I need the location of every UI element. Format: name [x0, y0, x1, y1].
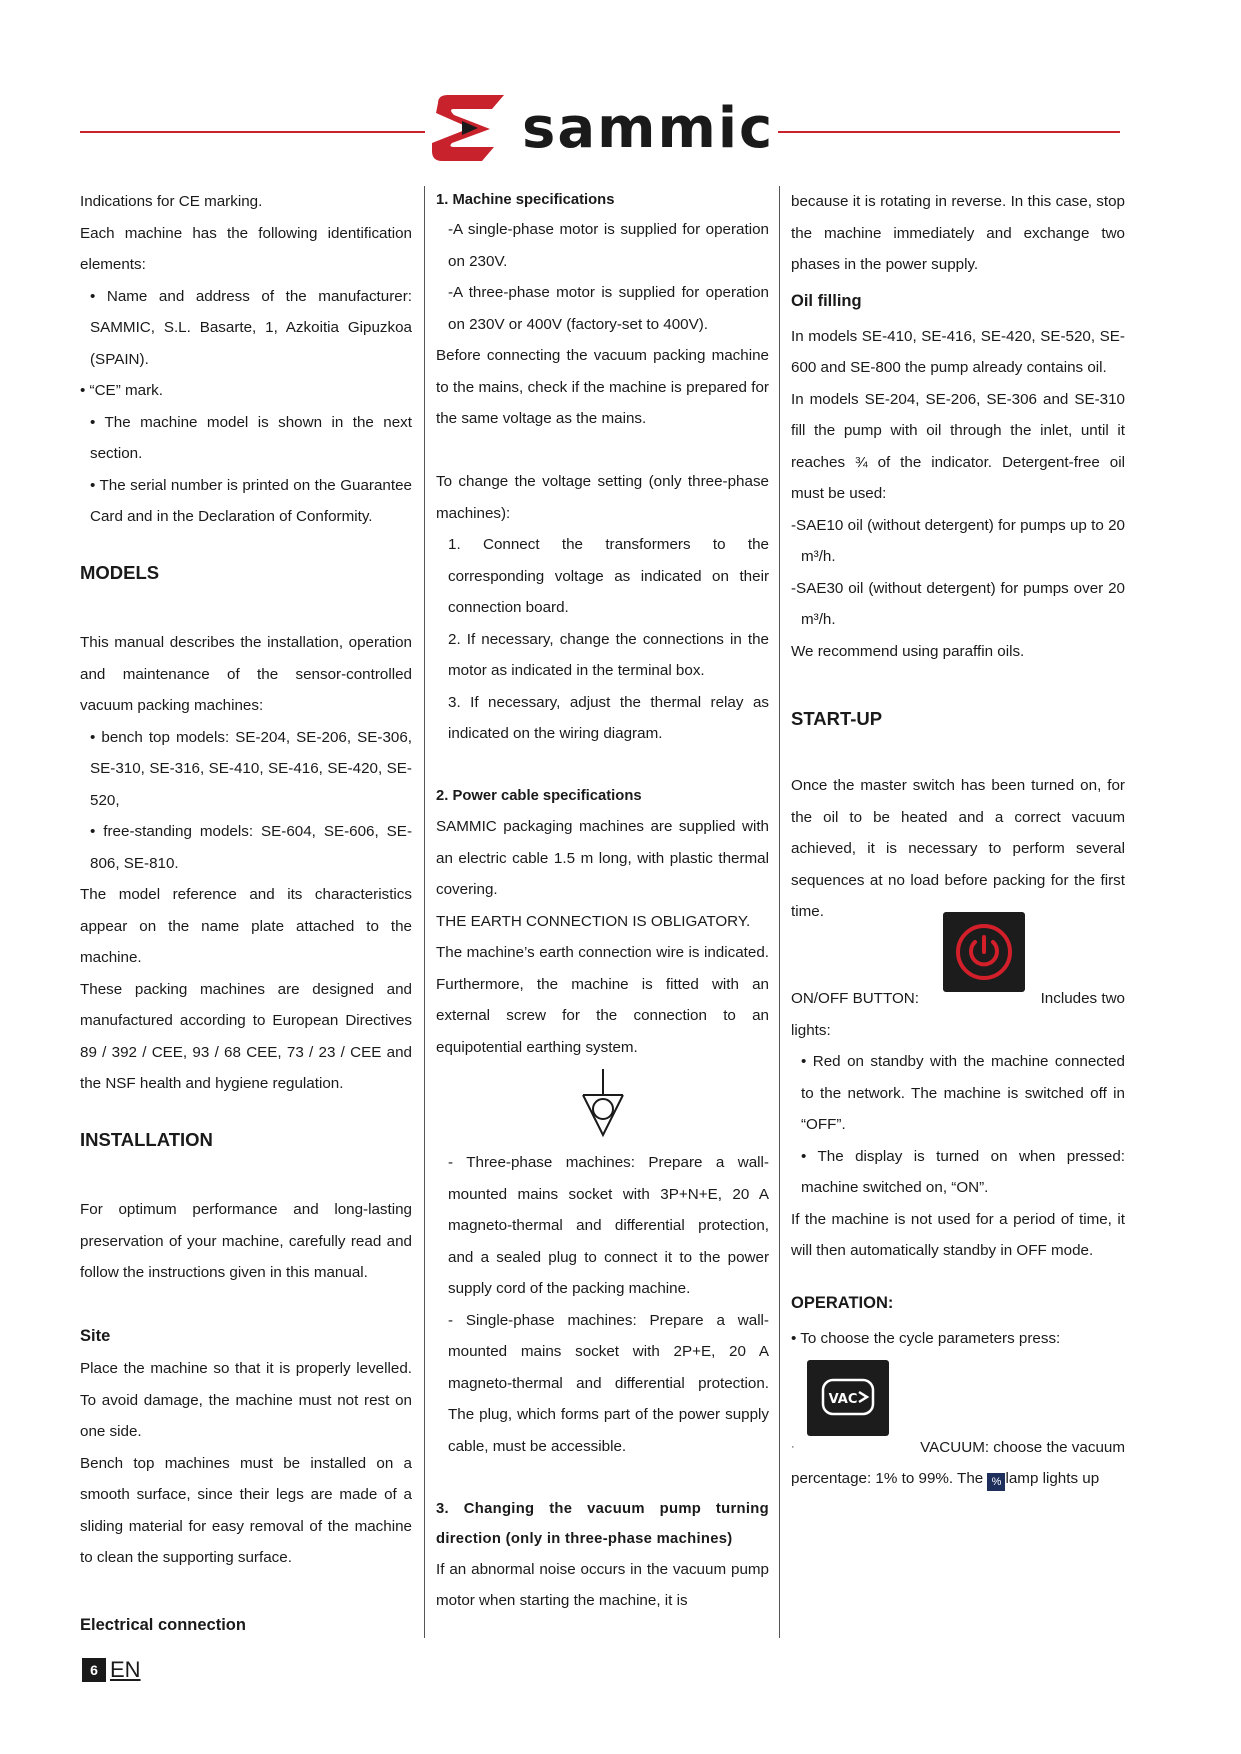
page-header [80, 95, 1120, 165]
subheading-power-cable: 2. Power cable specifications [436, 788, 642, 804]
models-paragraph: These packing machines are designed and manufactured according to European Directives 89 / 392 / CEE, 93 / 68 CEE, 73 / 23 / CEE and the NSF health and hygiene regulation. [80, 980, 412, 1092]
earth-ground-icon [581, 1069, 625, 1141]
column-left [80, 186, 412, 1645]
on-off-row [791, 952, 1125, 1015]
oil-paragraph: In models SE-410, SE-416, SE-420, SE-520, SE-600 and SE-800 the pump already contains oil. [791, 327, 1125, 376]
page-footer [82, 1657, 141, 1685]
vacuum-button-image [807, 1360, 889, 1436]
vacuum-label-2: percentage: 1% to 99%. The [791, 1470, 984, 1487]
list-item: • The serial number is printed on the Guarantee Card and in the Declaration of Conformity. [90, 476, 412, 525]
section-heading-installation: INSTALLATION [80, 1128, 213, 1150]
percent-lamp-icon: % [987, 1473, 1005, 1491]
logo-wordmark: sammic [522, 96, 775, 161]
column-divider [424, 186, 425, 1638]
cable-warning: THE EARTH CONNECTION IS OBLIGATORY. [436, 912, 751, 930]
operation-paragraph: • To choose the cycle parameters press: [791, 1329, 1061, 1347]
standby-paragraph: If the machine is not used for a period of time, it will then automatically standby in OFF mode. [791, 1210, 1125, 1259]
vacuum-label: VACUUM: choose the vacuum [920, 1438, 1125, 1456]
site-paragraph: Bench top machines must be installed on a smooth surface, since their legs are made of a sliding material for easy removal of the machine to clean the supporting surface. [80, 1454, 412, 1566]
oil-recommendation: We recommend using paraffin oils. [791, 642, 1025, 660]
ce-elements: Each machine has the following identification elements: [80, 224, 412, 273]
cable-paragraph: The machine’s earth connection wire is indicated. Furthermore, the machine is fitted with an external screw for the connection to an equipotential earthing system. [436, 944, 769, 1056]
models-intro: This manual describes the installation, operation and maintenance of the sensor-controlled vacuum packing machines: [80, 634, 412, 714]
on-off-label: ON/OFF BUTTON: [791, 990, 919, 1007]
pump-paragraph: If an abnormal noise occurs in the vacuum pump motor when starting the machine, it is [436, 1560, 769, 1609]
spec-paragraph: Before connecting the vacuum packing machine to the mains, check if the machine is prepared for the same voltage as the mains. [436, 347, 769, 427]
ce-intro: Indications for CE marking. [80, 193, 263, 210]
column-right [791, 186, 1125, 1495]
sammic-logo-mark-icon [432, 95, 508, 161]
language-code: EN [110, 1657, 141, 1682]
section-heading-models: MODELS [80, 561, 160, 583]
vacuum-icon [807, 1360, 889, 1436]
pump-continued-paragraph: because it is rotating in reverse. In this case, stop the machine immediately and exchange two phases in the power supply. [791, 193, 1125, 273]
oil-paragraph: In models SE-204, SE-206, SE-306 and SE-310 fill the pump with oil through the inlet, until it reaches ¾ of the indicator. Detergent-free oil must be used: [791, 390, 1125, 502]
column-middle [436, 186, 769, 1617]
list-item: • “CE” mark. [80, 382, 163, 399]
page-number: 6 [82, 1658, 106, 1682]
oil-sae10: -SAE10 oil (without detergent) for pumps up to 20 m³/h. [791, 516, 1125, 565]
on-off-lights: lights: [791, 1021, 831, 1039]
oil-sae30: -SAE30 oil (without detergent) for pumps over 20 m³/h. [791, 579, 1125, 628]
cable-paragraph: SAMMIC packaging machines are supplied with an electric cable 1.5 m long, with plastic thermal covering. [436, 818, 769, 898]
spec-item: -A single-phase motor is supplied for operation on 230V. [448, 221, 769, 270]
list-item: • The machine model is shown in the next section. [90, 413, 412, 462]
subheading-site: Site [80, 1327, 111, 1345]
installation-paragraph: For optimum performance and long-lasting preservation of your machine, carefully read and follow the instructions given in this manual. [80, 1201, 412, 1281]
list-item: 1. Connect the transformers to the corresponding voltage as indicated on their connection board. [448, 536, 769, 616]
sammic-logo [432, 95, 775, 165]
vacuum-label-3: lamp lights up [1005, 1470, 1100, 1487]
single-phase-instructions: - Single-phase machines: Prepare a wall-mounted mains socket with 2P+E, 20 A magneto-thermal and differential protection. The plug, which forms part of the power supply cable, must be accessible. [448, 1311, 769, 1455]
list-item: 2. If necessary, change the connections in the motor as indicated in the terminal box. [448, 630, 769, 679]
vacuum-row [791, 1392, 1125, 1463]
vacuum-dot: · [791, 1440, 795, 1453]
list-item: • free-standing models: SE-604, SE-606, SE-806, SE-810. [90, 823, 412, 872]
section-heading-start-up: START-UP [791, 707, 883, 729]
subheading-electrical-connection: Electrical connection [80, 1616, 246, 1634]
subheading-machine-specifications: 1. Machine specifications [436, 192, 615, 208]
subheading-pump-direction: 3. Changing the vacuum pump turning direction (only in three-phase machines) [436, 1500, 769, 1547]
three-phase-instructions: - Three-phase machines: Prepare a wall-mounted mains socket with 3P+N+E, 20 A magneto-thermal and differential protection, and a sealed plug to connect it to the power supply cord of the packing machine. [448, 1154, 769, 1297]
on-off-after: Includes two [1040, 990, 1125, 1007]
list-item: • The display is turned on when pressed: machine switched on, “ON”. [801, 1147, 1125, 1196]
subheading-oil-filling: Oil filling [791, 291, 862, 310]
list-item: 3. If necessary, adjust the thermal relay as indicated on the wiring diagram. [448, 693, 769, 742]
section-heading-operation: OPERATION: [791, 1293, 894, 1312]
vacuum-paragraph [791, 1463, 1125, 1495]
models-paragraph: The model reference and its characteristics appear on the name plate attached to the machine. [80, 886, 412, 966]
site-paragraph: Place the machine so that it is properly levelled. To avoid damage, the machine must not rest on one side. [80, 1360, 412, 1440]
list-item: • Red on standby with the machine connected to the network. The machine is switched off in “OFF”. [801, 1053, 1125, 1133]
vacuum-icon-label: VAC [828, 1392, 858, 1407]
list-item: • bench top models: SE-204, SE-206, SE-306, SE-310, SE-316, SE-410, SE-416, SE-420, SE-520, [90, 728, 412, 809]
on-off-button-image [943, 912, 1025, 992]
header-rule-right [778, 131, 1120, 133]
column-divider [779, 186, 780, 1638]
list-item: • Name and address of the manufacturer: SAMMIC, S.L. Basarte, 1, Azkoitia Gipuzkoa (SPAIN). [90, 287, 412, 368]
start-up-paragraph: Once the master switch has been turned on, for the oil to be heated and a correct vacuum achieved, it is necessary to perform several sequences at no load before packing for the first time. [791, 777, 1125, 920]
spec-item: -A three-phase motor is supplied for operation on 230V or 400V (factory-set to 400V). [448, 284, 769, 333]
power-icon [943, 912, 1025, 992]
voltage-paragraph: To change the voltage setting (only three-phase machines): [436, 473, 769, 522]
header-rule-left [80, 131, 425, 133]
